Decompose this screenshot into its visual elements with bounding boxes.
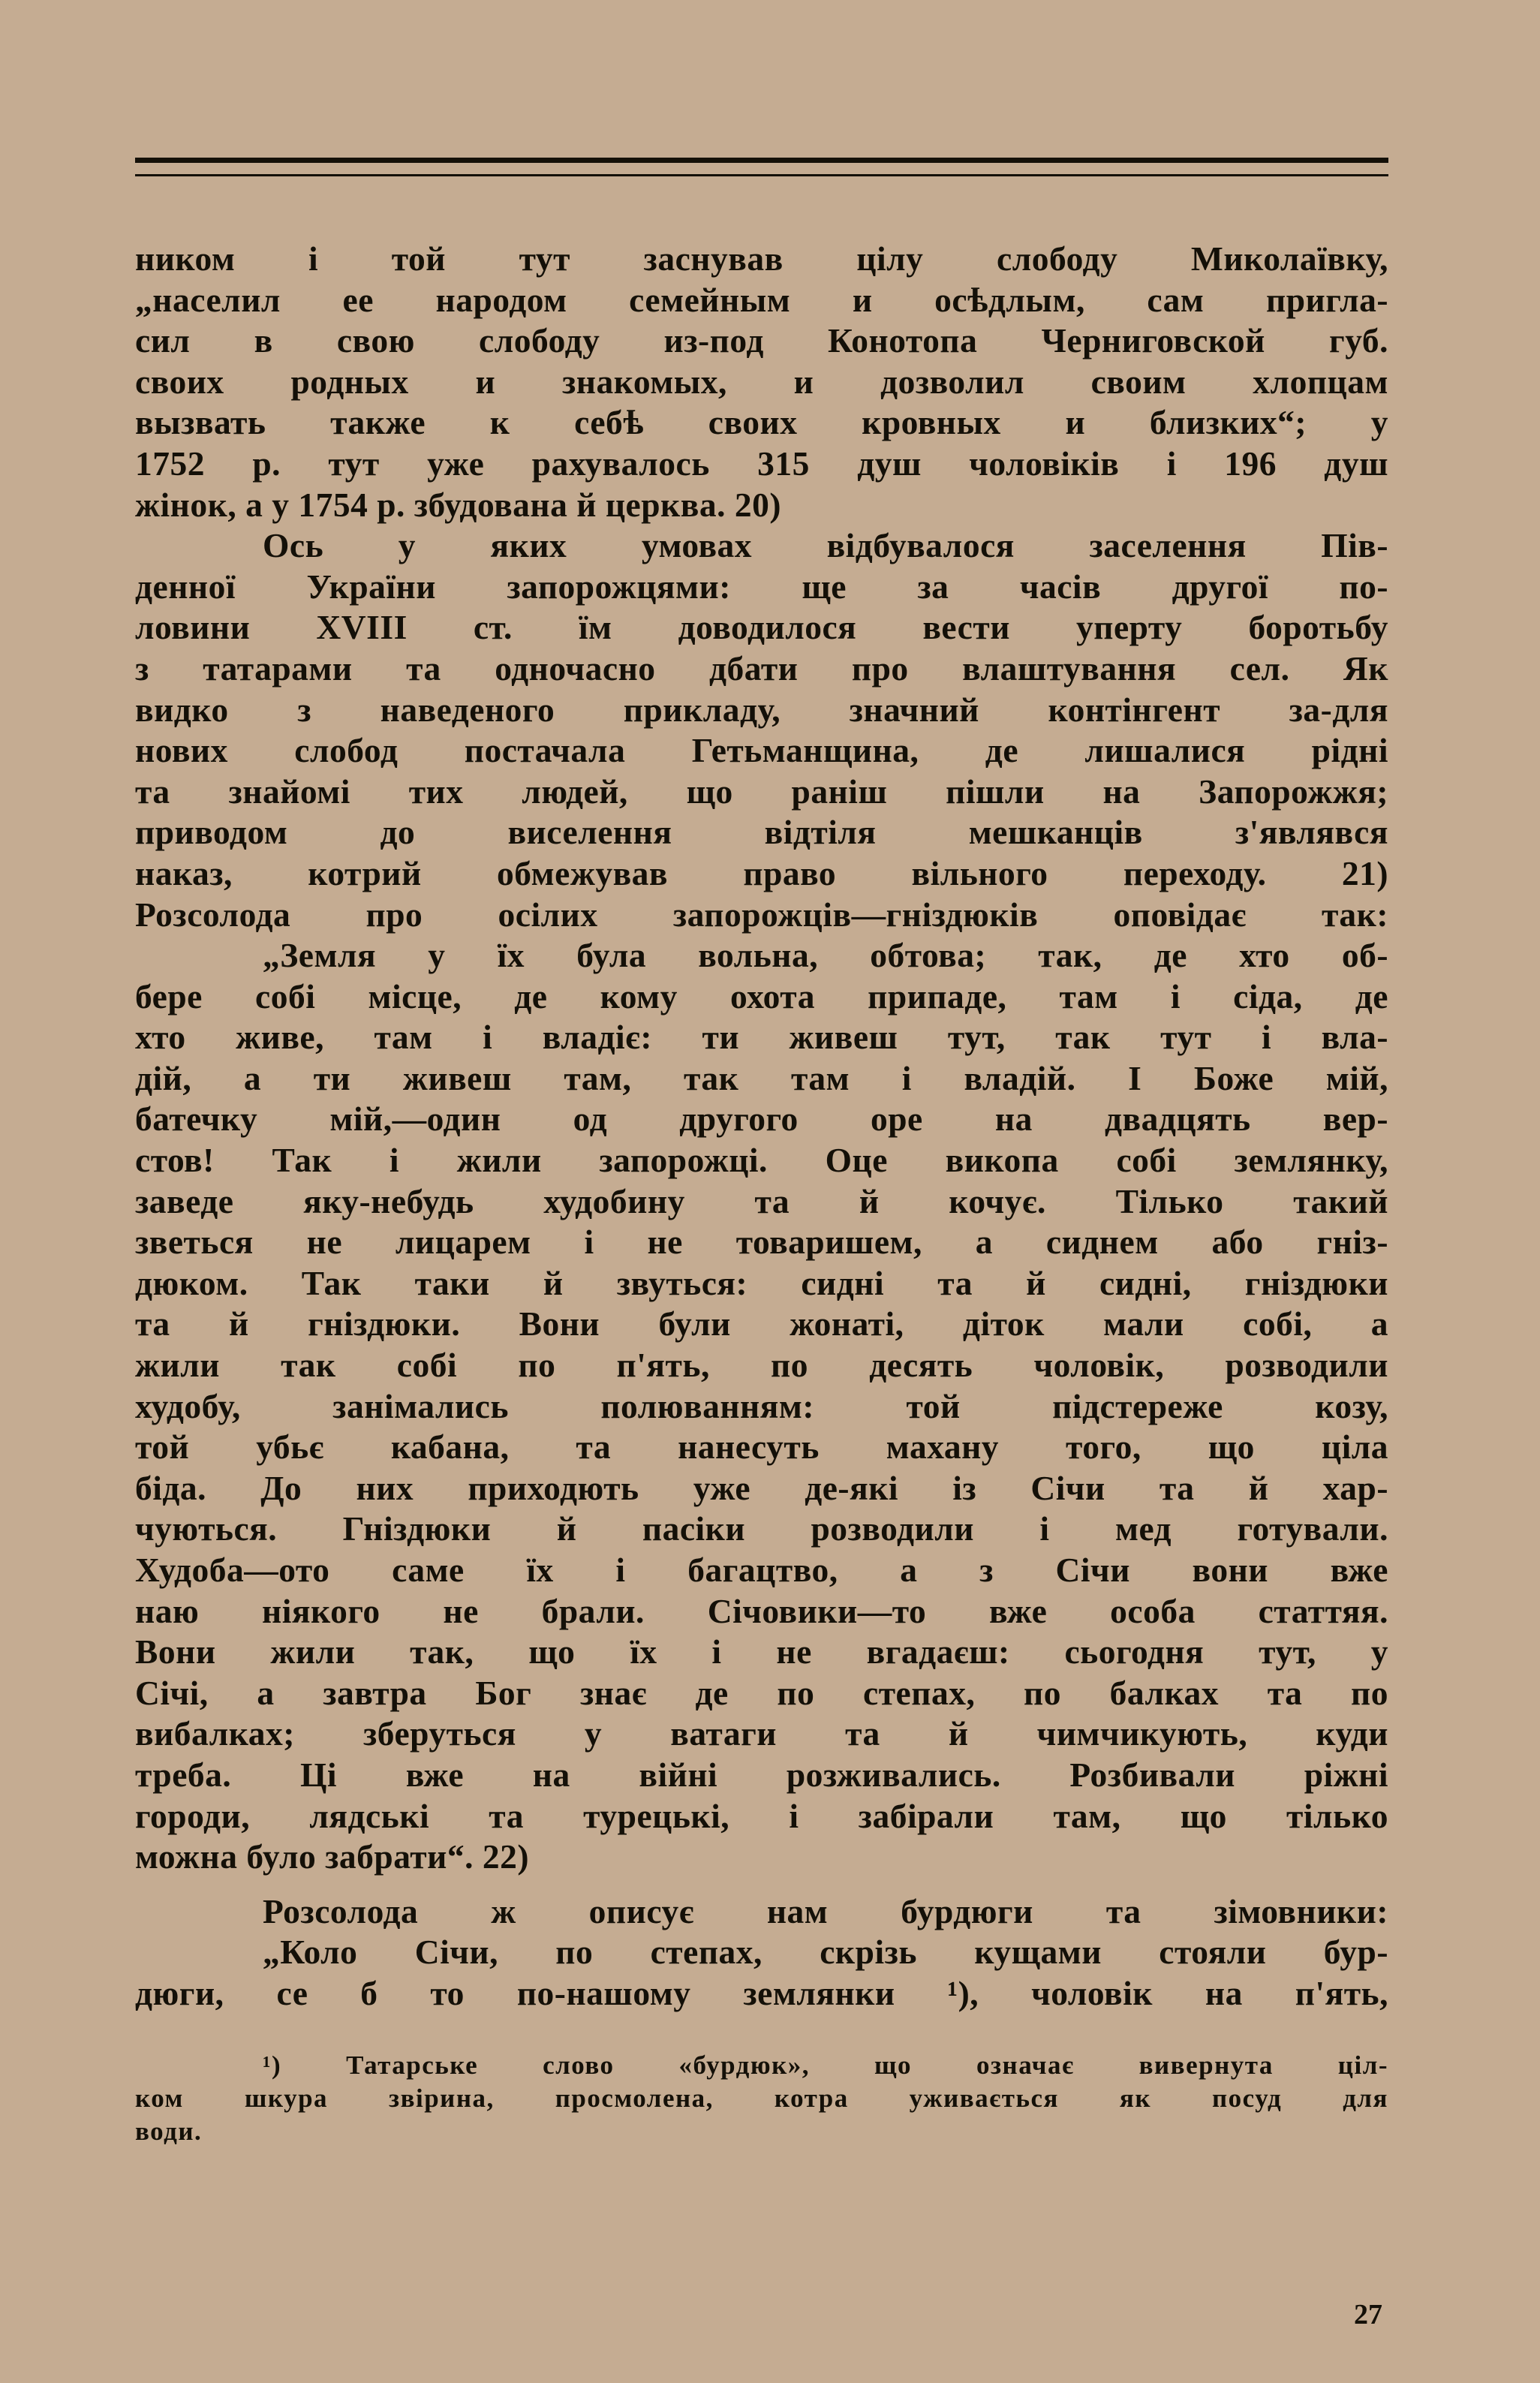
text-line: Розсолода про осілих запорожців—гніздюків оповідає так:	[135, 895, 1388, 934]
text-line: нових слобод постачала Гетьманщина, де лишалися рідні	[135, 731, 1388, 770]
text-line: батечку мій,—один од другого оре на двадцять вер-	[135, 1100, 1388, 1139]
text-line: „Земля у їх була вольна, обтова; так, де хто об-	[263, 936, 1388, 975]
text-line: городи, лядські та турецькі, і забірали там, що тілько	[135, 1796, 1388, 1835]
text-line: зветься не лицарем і не товаришем, а сиднем або гніз-	[135, 1223, 1388, 1262]
text-line: жили так собі по п'ять, по десять чоловік, розводили	[135, 1346, 1388, 1385]
text-line: ником і той тут заснував цілу слободу Миколаївку,	[135, 239, 1388, 278]
text-line: дюги, се б то по-нашому землянки ¹), чоловік на п'ять,	[135, 1973, 1388, 2012]
text-line: „населил ее народом семейным и осѣдлым, сам пригла-	[135, 280, 1388, 319]
text-line: вызвать также к себѣ своих кровных и близких“; у	[135, 403, 1388, 442]
text-line: сил в свою слободу из-под Конотопа Черниговской губ.	[135, 321, 1388, 360]
text-line: біда. До них приходють уже де-які із Січи та й хар-	[135, 1468, 1388, 1507]
text-line: треба. Ці вже на війні розживались. Розбивали ріжні	[135, 1755, 1388, 1794]
footnote	[135, 2049, 1388, 2148]
text-line: дюком. Так таки й звуться: сидні та й сидні, гніздюки	[135, 1263, 1388, 1302]
header-rule-thick	[135, 158, 1388, 163]
text-line: з татарами та одночасно дбати про влаштування сел. Як	[135, 648, 1388, 688]
text-line: Ось у яких умовах відбувалося заселення Пів-	[263, 526, 1388, 565]
text-line: своих родных и знакомых, и дозволил своим хлопцам	[135, 362, 1388, 401]
text-line: жінок, а у 1754 р. збудована й церква. 20)	[135, 485, 781, 524]
text-line: денної України запорожцями: ще за часів другої по-	[135, 567, 1388, 606]
text-line: 1752 р. тут уже рахувалось 315 душ чоловіків і 196 душ	[135, 444, 1388, 483]
text-line: наказ, котрий обмежував право вільного переходу. 21)	[135, 853, 1388, 892]
text-line: ловини XVIII ст. їм доводилося вести уперту боротьбу	[135, 608, 1388, 647]
text-line: чуються. Гніздюки й пасіки розводили і мед готували.	[135, 1509, 1388, 1548]
text-line: вибалках; зберуться у ватаги та й чимчикують, куди	[135, 1714, 1388, 1753]
footnote-line: ¹) Татарське слово «бурдюк», що означає вивернута ціл-	[263, 2051, 1388, 2080]
text-line: заведе яку-небудь худобину та й кочує. Тілько такий	[135, 1181, 1388, 1220]
footnote-line: води.	[135, 2117, 203, 2146]
text-line: худобу, занімались полюванням: той підстереже козу,	[135, 1386, 1388, 1425]
text-line: стов! Так і жили запорожці. Оце викопа собі землянку,	[135, 1141, 1388, 1180]
text-line: той убьє кабана, та нанесуть махану того, що ціла	[135, 1428, 1388, 1467]
text-line: хто живе, там і владіє: ти живеш тут, так тут і вла-	[135, 1018, 1388, 1057]
text-line: наю ніякого не брали. Січовики—то вже особа статтяя.	[135, 1591, 1388, 1630]
text-line: Січі, а завтра Бог знає де по степах, по балках та по	[135, 1673, 1388, 1712]
page-number: 27	[1354, 2299, 1382, 2330]
text-line: видко з наведеного прикладу, значний контінгент за-для	[135, 690, 1388, 729]
text-line: Вони жили так, що їх і не вгадаєш: сьогодня тут, у	[135, 1632, 1388, 1671]
text-line: Розсолода ж описує нам бурдюги та зімовники:	[263, 1891, 1388, 1930]
body-text	[135, 239, 1388, 2014]
header-rule-thin	[135, 174, 1388, 176]
text-line: бере собі місце, де кому охота припаде, там і сіда, де	[135, 976, 1388, 1015]
text-line: можна було забрати“. 22)	[135, 1837, 530, 1876]
text-line: Худоба—ото саме їх і багацтво, а з Січи вони вже	[135, 1551, 1388, 1589]
text-line: приводом до виселення відтіля мешканців з'являвся	[135, 813, 1388, 852]
text-line: дій, а ти живеш там, так там і владій. І Боже мій,	[135, 1058, 1388, 1097]
footnote-line: ком шкура звірина, просмолена, котра уживається як посуд для	[135, 2084, 1388, 2113]
text-line: та знайомі тих людей, що раніш пішли на Запорожжя;	[135, 772, 1388, 811]
text-line: „Коло Січи, по степах, скрізь кущами стояли бур-	[263, 1933, 1388, 1972]
text-line: та й гніздюки. Вони були жонаті, діток мали собі, а	[135, 1304, 1388, 1343]
